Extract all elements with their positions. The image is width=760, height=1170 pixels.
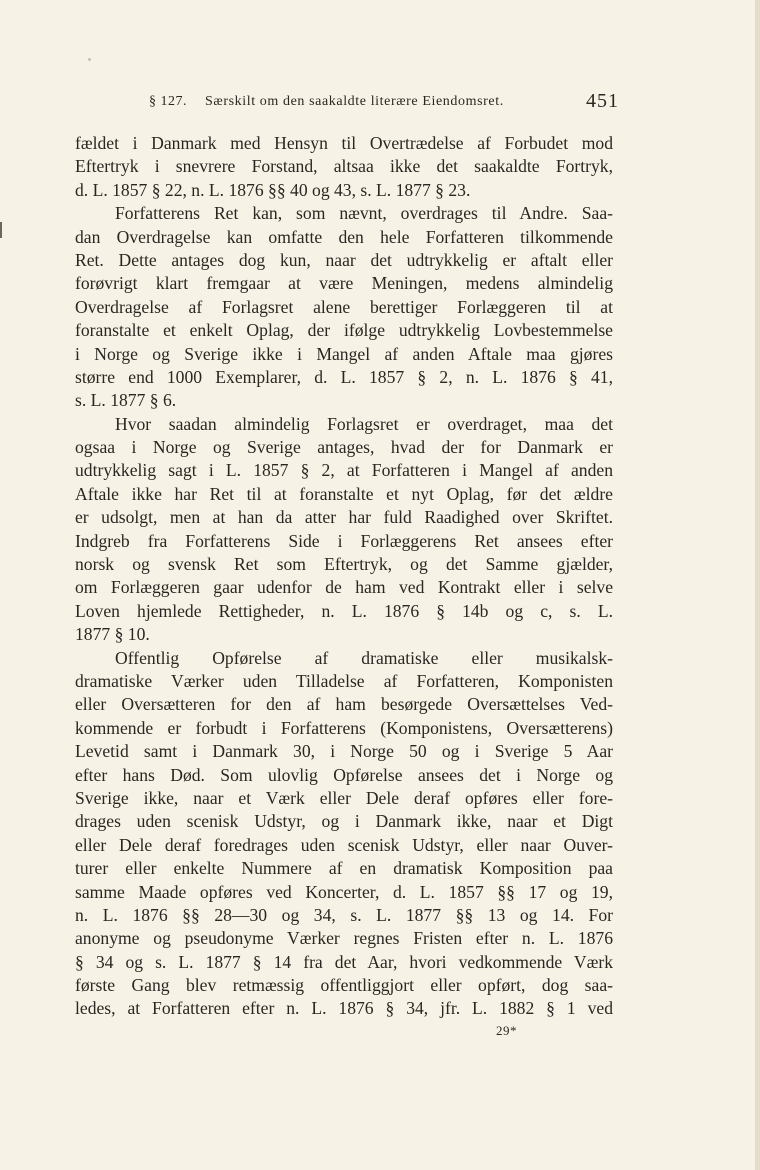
text-line: Indgreb fra Forfatterens Side i Forlæggerens Ret ansees efter — [75, 530, 613, 551]
text-line: d. L. 1857 § 22, n. L. 1876 §§ 40 og 43, s. L. 1877 § 23. — [75, 179, 471, 200]
text-line: 1877 § 10. — [75, 624, 150, 645]
text-line: anonyme og pseudonyme Værker regnes Fristen efter n. L. 1876 — [75, 928, 613, 949]
text-line: samme Maade opføres ved Koncerter, d. L. 1857 §§ 17 og 19, — [75, 881, 613, 902]
text-line: ledes, at Forfatteren efter n. L. 1876 § 34, jfr. L. 1882 § 1 ved — [75, 998, 613, 1019]
text-line: forøvrigt klart fremgaar at være Meningen, medens almindelig — [75, 273, 613, 294]
text-line: er udsolgt, men at han da atter har fuld Raadighed over Skriftet. — [75, 507, 613, 528]
text-line: første Gang blev retmæssig offentliggjort eller opført, dog saa- — [75, 975, 613, 996]
text-line: fældet i Danmark med Hensyn til Overtrædelse af Forbudet mod — [75, 133, 613, 153]
text-line: Aftale ikke har Ret til at foranstalte et nyt Oplag, før det ældre — [75, 483, 613, 504]
text-line: ogsaa i Norge og Sverige antages, hvad der for Danmark er — [75, 437, 613, 458]
text-line: dramatiske Værker uden Tilladelse af Forfatteren, Komponisten — [75, 670, 613, 691]
text-line: eller Oversætteren for den af ham besørgede Oversættelses Ved- — [75, 694, 613, 715]
page-number: 451 — [586, 90, 619, 112]
margin-mark — [0, 222, 2, 238]
text-line: Eftertryk i snevrere Forstand, altsaa ikke det saakaldte Fortryk, — [75, 156, 613, 177]
text-line: § 34 og s. L. 1877 § 14 fra det Aar, hvori vedkommende Værk — [75, 951, 613, 972]
text-line: dan Overdragelse kan omfatte den hele Forfatteren tilkommende — [75, 226, 613, 247]
text-line: efter hans Død. Som ulovlig Opførelse ansees det i Norge og — [75, 764, 613, 785]
text-line: n. L. 1876 §§ 28—30 og 34, s. L. 1877 §§ 13 og 14. For — [75, 904, 613, 925]
text-line: Offentlig Opførelse af dramatiske eller musikalsk- — [115, 647, 613, 668]
text-line: Hvor saadan almindelig Forlagsret er overdraget, maa det — [115, 413, 613, 434]
section-number: § 127. — [149, 94, 187, 109]
text-line: drages uden scenisk Udstyr, og i Danmark ikke, naar et Digt — [75, 811, 613, 832]
text-line: Levetid samt i Danmark 30, i Norge 50 og i Sverige 5 Aar — [75, 741, 613, 762]
text-line: udtrykkelig sagt i L. 1857 § 2, at Forfatteren i Mangel af anden — [75, 460, 613, 481]
text-line: Sverige ikke, naar et Værk eller Dele deraf opføres eller fore- — [75, 787, 613, 808]
page-edge — [755, 0, 760, 1170]
text-line: større end 1000 Exemplarer, d. L. 1857 § 2, n. L. 1876 § 41, — [75, 366, 613, 387]
body-text — [75, 132, 613, 1021]
text-line: foranstalte et enkelt Oplag, der ifølge udtrykkelig Lovbestemmelse — [75, 320, 613, 341]
text-line: norsk og svensk Ret som Eftertryk, og det Samme gjælder, — [75, 554, 613, 575]
text-line: i Norge og Sverige ikke i Mangel af anden Aftale maa gjøres — [75, 343, 613, 364]
signature-mark: 29* — [496, 1023, 517, 1038]
paper-speck — [88, 58, 91, 61]
text-line: turer eller enkelte Nummere af en dramatisk Komposition paa — [75, 858, 613, 879]
text-line: Loven hjemlede Rettigheder, n. L. 1876 § 14b og c, s. L. — [75, 600, 613, 621]
text-line: Ret. Dette antages dog kun, naar det udtrykkelig er aftalt eller — [75, 249, 613, 270]
running-title: Særskilt om den saakaldte literære Eiendomsret. — [205, 94, 504, 109]
text-line: om Forlæggeren gaar udenfor de ham ved Kontrakt eller i selve — [75, 577, 613, 598]
text-line: kommende er forbudt i Forfatterens (Komponistens, Oversætterens) — [75, 717, 613, 738]
text-line: Forfatterens Ret kan, som nævnt, overdrages til Andre. Saa- — [115, 203, 613, 224]
running-header — [149, 90, 619, 120]
text-line: s. L. 1877 § 6. — [75, 390, 177, 411]
text-line: eller Dele deraf foredrages uden scenisk Udstyr, eller naar Ouver- — [75, 834, 613, 855]
text-line: Overdragelse af Forlagsret alene berettiger Forlæggeren til at — [75, 296, 613, 317]
